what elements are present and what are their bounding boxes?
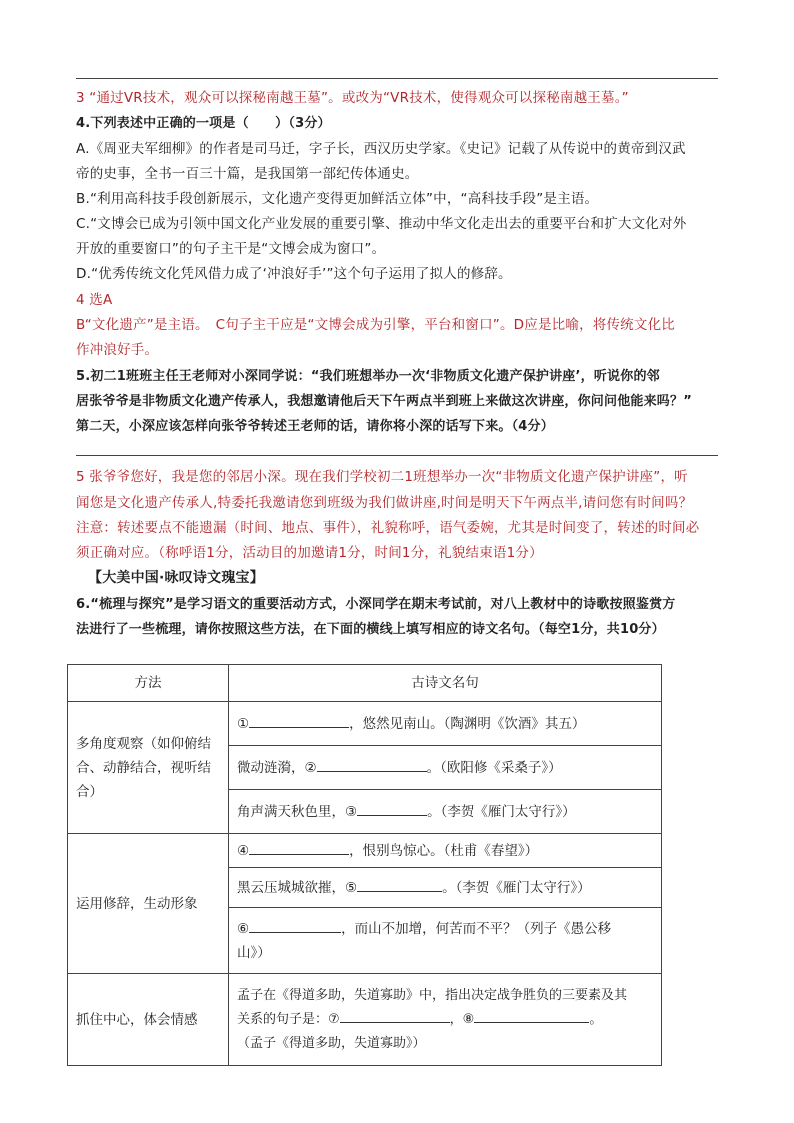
question-6-line2: 法进行了一些梳理，请你按照这些方法，在下面的横线上填写相应的诗文名句。（每空1分，共10分）: [76, 622, 665, 637]
poem-cell: [229, 974, 662, 1066]
question-5-line1: 5.初二1班班主任王老师对小深同学说：“我们班想举办一次‘非物质文化遗产保护讲座’，听说你的邻: [76, 369, 660, 384]
poem-cell: [229, 746, 662, 790]
question-4-stem: 4.下列表述中正确的一项是（ ）（3分）: [76, 116, 331, 131]
answer-5-note: 注意：转述要点不能遗漏（时间、地点、事件），礼貌称呼，语气委婉，尤其是时间变了，转述的时间必: [76, 520, 700, 536]
poem-text: 。（李贺《雁门太守行》）: [442, 879, 591, 896]
poem-text: ，恨别鸟惊心。（杜甫《春望》）: [349, 842, 539, 859]
poem-text: 。（李贺《雁门太守行》）: [427, 803, 576, 820]
poem-text: ④: [237, 842, 250, 859]
poem-text: ①: [237, 715, 250, 732]
poem-text: ，悠然见南山。（陶渊明《饮酒》其五）: [349, 715, 586, 732]
poem-cell: [229, 702, 662, 746]
answer-blank-6[interactable]: [249, 918, 341, 933]
poem-text: （孟子《得道多助，失道寡助》）: [237, 1035, 426, 1051]
answer-4-explain-cont: 作冲浪好手。: [76, 342, 159, 358]
section-heading: 【大美中国·咏叹诗文瑰宝】: [88, 570, 264, 586]
table-header-row: [68, 665, 662, 702]
answer-5-note-cont: 须正确对应。（称呼语1分，活动目的加邀请1分，时间1分，礼貌结束语1分）: [76, 545, 543, 561]
header-method: 方法: [68, 665, 229, 702]
poem-text: 微动涟漪，②: [237, 759, 317, 776]
method-cell: 抓住中心，体会情感: [68, 974, 229, 1066]
question-5-line2: 居张爷爷是非物质文化遗产传承人，我想邀请他后天下午两点半到班上来做这次讲座，你问问他能来吗？”: [76, 394, 692, 409]
question-4-option-b: B.“利用高科技手段创新展示，文化遗产变得更加鲜活立体”中，“高科技手段”是主语。: [76, 191, 599, 207]
table-row: [68, 834, 662, 868]
method-cell: 多角度观察（如仰俯结合、动静结合，视听结合）: [68, 702, 229, 834]
answer-4-choice: 4 选A: [76, 292, 113, 308]
answer-blank-7[interactable]: [340, 1008, 450, 1023]
poem-cell: [229, 790, 662, 834]
separator-line: [76, 78, 718, 79]
header-poem: 古诗文名句: [229, 665, 662, 702]
question-4-option-a-cont: 帝的史事，全书一百三十篇，是我国第一部纪传体通史。: [76, 166, 419, 182]
answer-5-line1: 5 张爷爷您好，我是您的邻居小深。现在我们学校初二1班想举办一次“非物质文化遗产保护讲座”，听: [76, 469, 688, 485]
question-4-option-a: A.《周亚夫军细柳》的作者是司马迁，字子长，西汉历史学家。《史记》记载了从传说中的黄帝到汉武: [76, 141, 686, 157]
question-5-line3: 第二天，小深应该怎样向张爷爷转述王老师的话，请你将小深的话写下来。（4分）: [76, 419, 554, 434]
table-row: [68, 702, 662, 746]
poem-text: 孟子在《得道多助，失道寡助》中，指出决定战争胜负的三要素及其: [237, 987, 628, 1003]
poem-text: 。: [589, 1011, 603, 1027]
table-row: [68, 974, 662, 1066]
answer-blank-5[interactable]: [357, 877, 442, 892]
answer-separator-line: [76, 455, 718, 456]
answer-3: 3 “通过VR技术，观众可以探秘南越王墓”。或改为“VR技术，使得观众可以探秘南越王墓。”: [76, 90, 629, 106]
poem-text: 角声满天秋色里，③: [237, 803, 358, 820]
method-cell: 运用修辞，生动形象: [68, 834, 229, 974]
answer-blank-2[interactable]: [317, 757, 427, 772]
answer-blank-4[interactable]: [249, 840, 349, 855]
answer-5-line2: 闻您是文化遗产传承人,特委托我邀请您到班级为我们做讲座,时间是明天下午两点半,请问您有时间吗？: [76, 495, 693, 511]
poem-text: ，⑧: [449, 1011, 475, 1027]
question-4-option-c: C.“文博会已成为引领中国文化产业发展的重要引擎、推动中华文化走出去的重要平台和扩大文化对外: [76, 216, 687, 232]
poem-text: ⑥: [237, 920, 250, 937]
poem-cell: [229, 834, 662, 868]
poem-text: 关系的句子是：⑦: [237, 1011, 340, 1027]
question-4-option-d: D.“优秀传统文化凭风借力成了‘冲浪好手’”这个句子运用了拟人的修辞。: [76, 266, 512, 282]
poem-text: 黑云压城城欲摧，⑤: [237, 879, 358, 896]
poem-text: 山》）: [237, 944, 271, 961]
answer-blank-1[interactable]: [249, 713, 349, 728]
poem-text: ，而山不加增，何苦而不平？（列子《愚公移: [341, 920, 612, 937]
answer-blank-3[interactable]: [357, 801, 427, 816]
poem-cell: [229, 868, 662, 908]
answer-blank-8[interactable]: [474, 1008, 589, 1023]
answer-4-explain: B“文化遗产”是主语。 C句子主干应是“文博会成为引擎，平台和窗口”。D应是比喻，将传统文化比: [76, 317, 675, 333]
poem-cell: [229, 908, 662, 974]
question-4-option-c-cont: 开放的重要窗口”的句子主干是“文博会成为窗口”。: [76, 241, 386, 257]
question-6-line1: 6.“梳理与探究”是学习语文的重要活动方式，小深同学在期末考试前，对八上教材中的诗歌按照鉴赏方: [76, 597, 676, 612]
poem-text: 。（欧阳修《采桑子》）: [426, 759, 562, 776]
poem-table: [67, 664, 662, 1066]
